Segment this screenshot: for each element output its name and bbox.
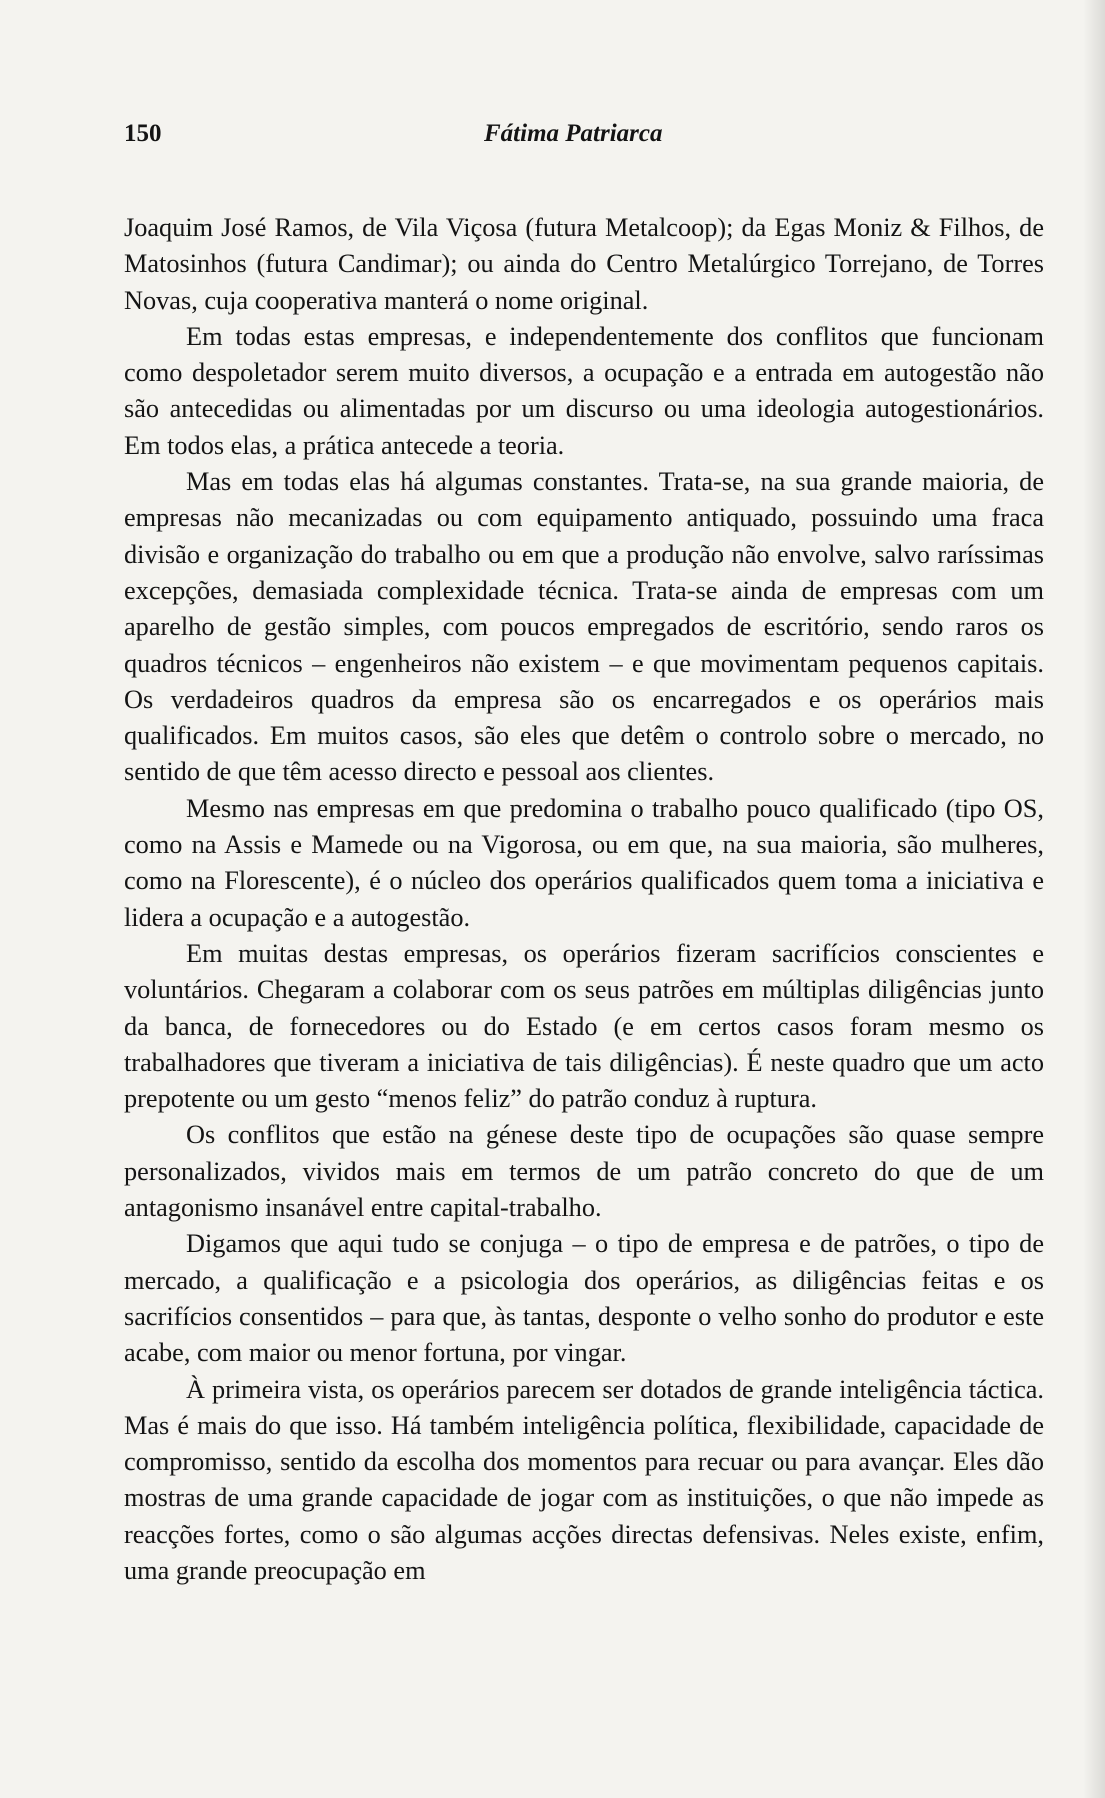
paragraph: À primeira vista, os operários parecem ser dotados de grande inteligência táctica. Mas é mais do que isso. Há também inteligência política, flexibilidade, capacidade de compromisso, sentido da escolha dos momentos para recuar ou para avançar. Eles dão mostras de uma grande capacidade de jogar com as instituições, o que não impede as reacções fortes, como o são algumas acções directas defensivas. Neles existe, enfim, uma grande preocupação em xyxy=(124,1374,1044,1585)
paragraph: Digamos que aqui tudo se conjuga – o tipo de empresa e de patrões, o tipo de mercado, a qualificação e a psicologia dos operários, as diligências feitas e os sacrifícios consentidos – para que, às tantas, desponte o velho sonho do produtor e este acabe, com maior ou menor fortuna, por vingar. xyxy=(124,1229,1044,1368)
running-head: Fátima Patriarca xyxy=(484,120,663,147)
body-text xyxy=(124,210,1044,1589)
paragraph: Mas em todas elas há algumas constantes. Trata-se, na sua grande maioria, de empresas não mecanizadas ou com equipamento antiquado, possuindo uma fraca divisão e organização do trabalho ou em que a produção não envolve, salvo raríssimas excepções, demasiada complexidade técnica. Trata-se ainda de empresas com um aparelho de gestão simples, com poucos empregados de escritório, sendo raros os quadros técnicos – engenheiros não existem – e que movimentam pequenos capitais. Os verdadeiros quadros da empresa são os encarregados e os operários mais qualificados. Em muitos casos, são eles que detêm o controlo sobre o mercado, no sentido de que têm acesso directo e pessoal aos clientes. xyxy=(124,467,1044,787)
page-header xyxy=(124,120,1044,160)
paragraph-continued: Joaquim José Ramos, de Vila Viçosa (futura Metalcoop); da Egas Moniz & Filhos, de Matosinhos (futura Candimar); ou ainda do Centro Metalúrgico Torrejano, de Torres Novas, cuja cooperativa manterá o nome original. xyxy=(124,213,1044,315)
page-number: 150 xyxy=(124,120,162,147)
paragraph: Os conflitos que estão na génese deste tipo de ocupações são quase sempre personalizados, vividos mais em termos de um patrão concreto do que de um antagonismo insanável entre capital-trabalho. xyxy=(124,1120,1044,1223)
paragraph: Em muitas destas empresas, os operários fizeram sacrifícios conscientes e voluntários. Chegaram a colaborar com os seus patrões em múltiplas diligências junto da banca, de fornecedores ou do Estado (e em certos casos foram mesmo os trabalhadores que tiveram a iniciativa de tais diligências). É neste quadro que um acto prepotente ou um gesto “menos feliz” do patrão conduz à ruptura. xyxy=(124,938,1044,1114)
page-edge-shadow xyxy=(1083,0,1105,1798)
paragraph: Mesmo nas empresas em que predomina o trabalho pouco qualificado (tipo OS, como na Assis e Mamede ou na Vigorosa, ou em que, na sua maioria, são mulheres, como na Florescente), é o núcleo dos operários qualificados quem toma a iniciativa e lidera a ocupação e a autogestão. xyxy=(124,793,1044,932)
paragraph: Em todas estas empresas, e independentemente dos conflitos que funcionam como despoletador serem muito diversos, a ocupação e a entrada em autogestão não são antecedidas ou alimentadas por um discurso ou uma ideologia autogestionários. Em todos elas, a prática antecede a teoria. xyxy=(124,321,1044,460)
